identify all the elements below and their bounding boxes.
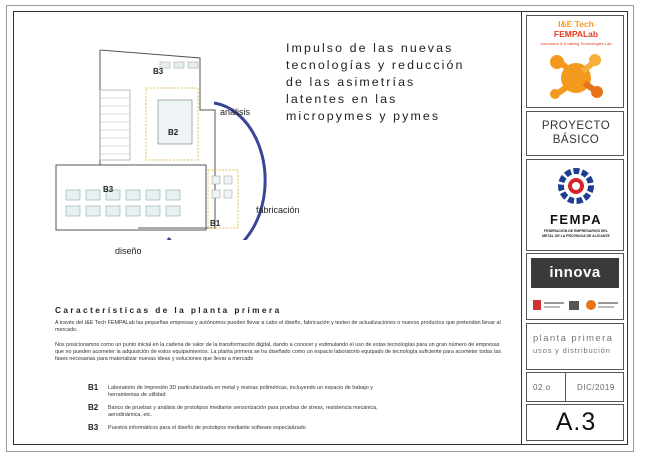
plan-staircase bbox=[100, 90, 130, 160]
label-diseno: diseño bbox=[115, 246, 142, 256]
room-label-b3-top: B3 bbox=[153, 67, 164, 76]
proyecto-line2: BÁSICO bbox=[552, 134, 600, 146]
plan-subtitle: usos y distribución bbox=[533, 346, 611, 355]
plan-title: planta primera bbox=[533, 333, 614, 344]
innova-cell bbox=[526, 253, 624, 320]
stair-steps bbox=[100, 98, 130, 154]
label-analisis: análisis bbox=[220, 107, 251, 117]
fempa-cell bbox=[526, 159, 624, 251]
room-label-b1: B1 bbox=[210, 219, 221, 228]
drawing-date: DIC/2019 bbox=[577, 383, 615, 392]
drawing-code: 02.o bbox=[533, 383, 551, 392]
item-code-b1: B1 bbox=[88, 383, 99, 392]
item-text-b1: Laboratorio de Impresión 3D particularizada en metal y resinas poliméricas, incluyendo un espacio de trabajo y herramientas de utilidad bbox=[108, 385, 373, 398]
sheet-number: A.3 bbox=[555, 408, 597, 436]
headline: Impulso de las nuevas tecnologías y reducción de las asimetrías latentes en las micropymes y pymes bbox=[286, 41, 465, 123]
code-date-divider bbox=[565, 373, 566, 401]
room-label-b3-bottom: B3 bbox=[103, 185, 114, 194]
b3-top-desks bbox=[160, 62, 198, 68]
paragraph-intro: A través del I&E Tech FEMPALab las pequeñas empresas y autónomos pueden llevar a cabo el diseño, fabricación y testeo de actualizaciones o nuevos productos que pretendan llevar al mercado. bbox=[55, 320, 501, 333]
proyecto-cell bbox=[526, 111, 624, 156]
innova-logo-text: innova bbox=[549, 264, 601, 281]
item-text-b2: Banco de pruebas y análisis de prototipos mediante sensorización para pruebas de stress, resistencia mecánica, aerodinámica, etc. bbox=[108, 405, 378, 418]
fempa-name: FEMPA bbox=[549, 212, 603, 227]
section-title: Características de la planta primera bbox=[55, 305, 282, 315]
logo-cell bbox=[526, 15, 624, 108]
b2-bench bbox=[158, 100, 192, 144]
item-code-b2: B2 bbox=[88, 403, 99, 412]
logo-line1: I&E Tech bbox=[558, 19, 594, 29]
proyecto-line1: PROYECTO bbox=[541, 120, 611, 132]
logo-line2: FEMPALab bbox=[553, 29, 599, 39]
code-date-cell bbox=[526, 372, 624, 402]
fempa-sub1: FEDERACIÓN DE EMPRESARIOS DEL bbox=[544, 229, 608, 233]
item-code-b3: B3 bbox=[88, 423, 99, 432]
innova-banner bbox=[531, 258, 619, 288]
fempa-sub2: METAL DE LA PROVINCIA DE ALICANTE bbox=[542, 234, 610, 238]
fempalab-logo-icon bbox=[547, 48, 605, 104]
room-label-b2: B2 bbox=[168, 128, 179, 137]
fempa-logo-icon bbox=[557, 166, 595, 206]
b3-bottom-desks bbox=[66, 190, 180, 216]
sponsor-logos-icon bbox=[533, 296, 619, 314]
item-text-b3: Puestos informáticos para el diseño de prototipos mediante software especializado bbox=[108, 425, 306, 431]
label-fabricacion: fabricación bbox=[256, 205, 300, 215]
logo-tagline: Innovation & Enabling Technologies Lab bbox=[540, 41, 612, 46]
plan-title-cell bbox=[526, 323, 624, 370]
sheet-number-cell bbox=[526, 404, 624, 441]
paragraph-body: Nos posicionamos como un punto inicial en la cadena de valor de la transformación digital, dando a conocer y estimulando el uso de estas tecnologías para un gran número de empresas que no pueden acometer la adquisición de estos equipamientos. La planta primera se ha diseñado como un espacio laboratorio equipado de tecnología suficiente para acometer todas las fases necesarias para materializar nuevas ideas y soluciones que llevar a mercado bbox=[55, 342, 501, 362]
